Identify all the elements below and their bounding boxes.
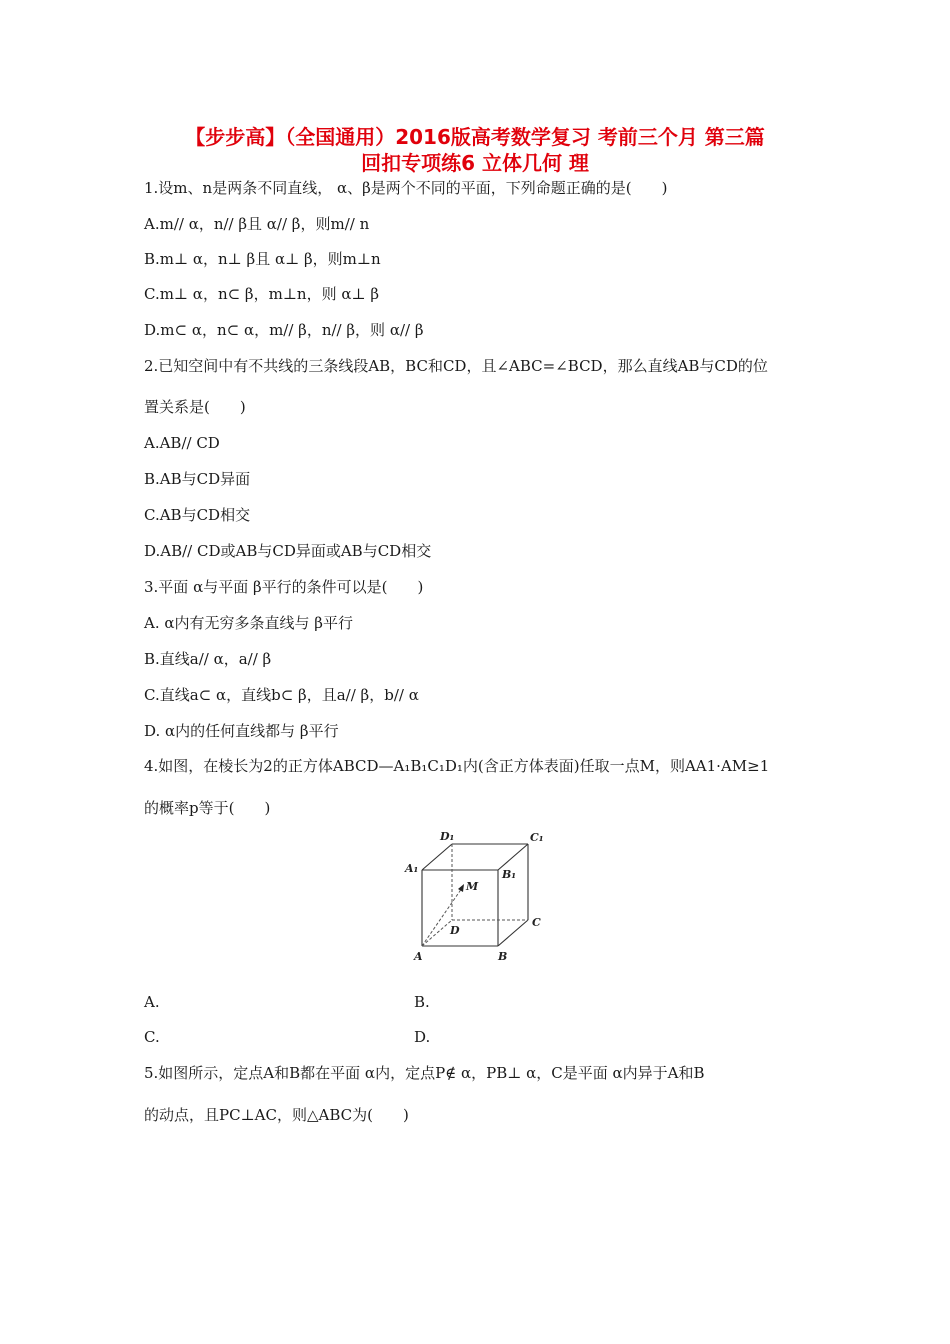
label-d1: D₁ — [440, 830, 455, 843]
q4-option-d: D. — [414, 1028, 431, 1046]
segment-am — [422, 888, 462, 946]
q2-option-b: B.AB与CD异面 — [144, 470, 251, 488]
label-b1: B₁ — [502, 868, 517, 881]
edge-c1b1 — [498, 844, 528, 870]
q4-option-a: A. — [144, 993, 160, 1011]
q4-option-b: B. — [414, 993, 430, 1011]
q3-stem: 3.平面 α与平面 β平行的条件可以是( ) — [144, 578, 424, 596]
label-d: D — [450, 924, 460, 937]
q2-stem-line-1: 2.已知空间中有不共线的三条线段AB，BC和CD，且∠ABC=∠BCD，那么直线AB与CD的位 — [144, 357, 768, 375]
q4-option-c: C. — [144, 1028, 160, 1046]
q2-option-a: A.AB// CD — [144, 434, 220, 452]
edge-cb — [498, 920, 528, 946]
q1-option-d: D.m⊂ α，n⊂ α，m// β，n// β，则 α// β — [144, 321, 424, 339]
document-title-line-1: 【步步高】（全国通用）2016版高考数学复习 考前三个月 第三篇 — [185, 125, 765, 149]
q4-stem-line-1: 4.如图，在棱长为2的正方体ABCD—A₁B₁C₁D₁内(含正方体表面)任取一点M，则AA1·AM≥1 — [144, 757, 770, 775]
label-a: A — [414, 950, 423, 963]
cube-figure — [400, 826, 560, 968]
q4-stem-line-2: 的概率p等于( ) — [144, 799, 271, 817]
label-m: M — [466, 880, 479, 893]
q3-option-a: A. α内有无穷多条直线与 β平行 — [144, 614, 353, 632]
label-c: C — [532, 916, 541, 929]
q2-stem-line-2: 置关系是( ) — [144, 398, 246, 416]
q5-stem-line-1: 5.如图所示，定点A和B都在平面 α内，定点P∉ α，PB⊥ α，C是平面 α内异于A和B — [144, 1064, 705, 1082]
document-title-line-2: 回扣专项练6 立体几何 理 — [361, 151, 589, 175]
q1-stem: 1.设m、n是两条不同直线， α、β是两个不同的平面，下列命题正确的是( ) — [144, 179, 668, 197]
q2-option-c: C.AB与CD相交 — [144, 506, 251, 524]
label-a1: A₁ — [405, 862, 419, 875]
arrow-m-icon — [458, 884, 464, 892]
q3-option-c: C.直线a⊂ α，直线b⊂ β，且a// β，b// α — [144, 686, 419, 704]
q1-option-a: A.m// α，n// β且 α// β，则m// n — [144, 215, 370, 233]
q3-option-d: D. α内的任何直线都与 β平行 — [144, 722, 339, 740]
label-c1: C₁ — [530, 831, 544, 844]
q1-option-c: C.m⊥ α，n⊂ β，m⊥n，则 α⊥ β — [144, 285, 380, 303]
edge-a1d1 — [422, 844, 452, 870]
q2-option-d: D.AB// CD或AB与CD异面或AB与CD相交 — [144, 542, 432, 560]
q1-option-b: B.m⊥ α，n⊥ β且 α⊥ β，则m⊥n — [144, 250, 381, 268]
q3-option-b: B.直线a// α，a// β — [144, 650, 272, 668]
q5-stem-line-2: 的动点，且PC⊥AC，则△ABC为( ) — [144, 1106, 409, 1124]
label-b: B — [498, 950, 508, 963]
